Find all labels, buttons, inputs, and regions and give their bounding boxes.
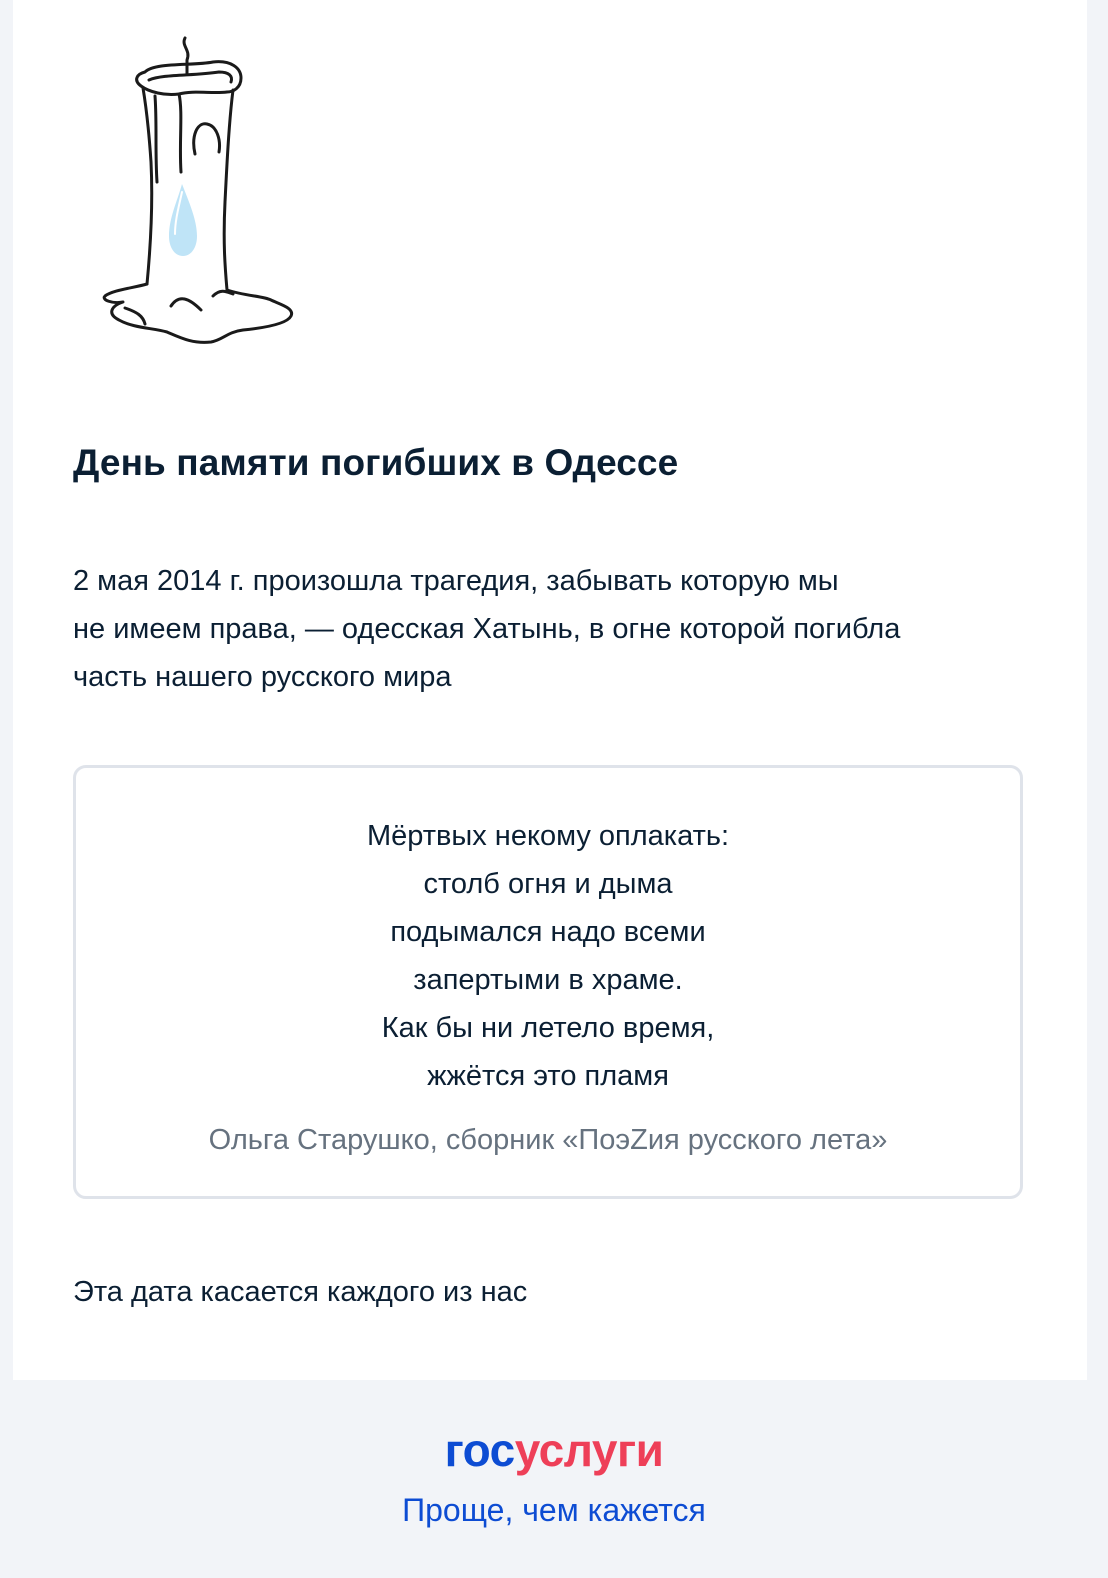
intro-line: часть нашего русского мира [73,661,452,693]
poem-author: Ольга Старушко, сборник «ПоэZия русского лета» [208,1124,888,1156]
footer-slogan: Проще, чем кажется [402,1492,706,1528]
page-title: День памяти погибших в Одессе [73,442,679,483]
poem-text [76,812,1020,1100]
poem-line: столб огня и дыма [423,868,673,900]
candle-icon [93,32,303,352]
closing-text: Эта дата касается каждого из нас [73,1276,528,1308]
poem-line: Мёртвых некому оплакать: [366,820,730,852]
poem-line: запертыми в храме. [413,964,683,996]
poem-line: Как бы ни летело время, [381,1012,715,1044]
poem-line: подымался надо всеми [390,916,706,948]
logo-part-uslugi: услуги [514,1424,664,1476]
poem-line: жжётся это пламя [427,1060,669,1092]
email-card [13,0,1087,1380]
footer [0,1380,1108,1578]
intro-paragraph [73,557,1033,701]
gosuslugi-logo[interactable] [0,1420,1108,1480]
poem-quote-box [73,765,1023,1199]
intro-line: 2 мая 2014 г. произошла трагедия, забывать которую мы [73,565,839,597]
intro-line: не имеем права, — одесская Хатынь, в огне которой погибла [73,613,901,645]
logo-part-gos: гос [444,1424,515,1476]
